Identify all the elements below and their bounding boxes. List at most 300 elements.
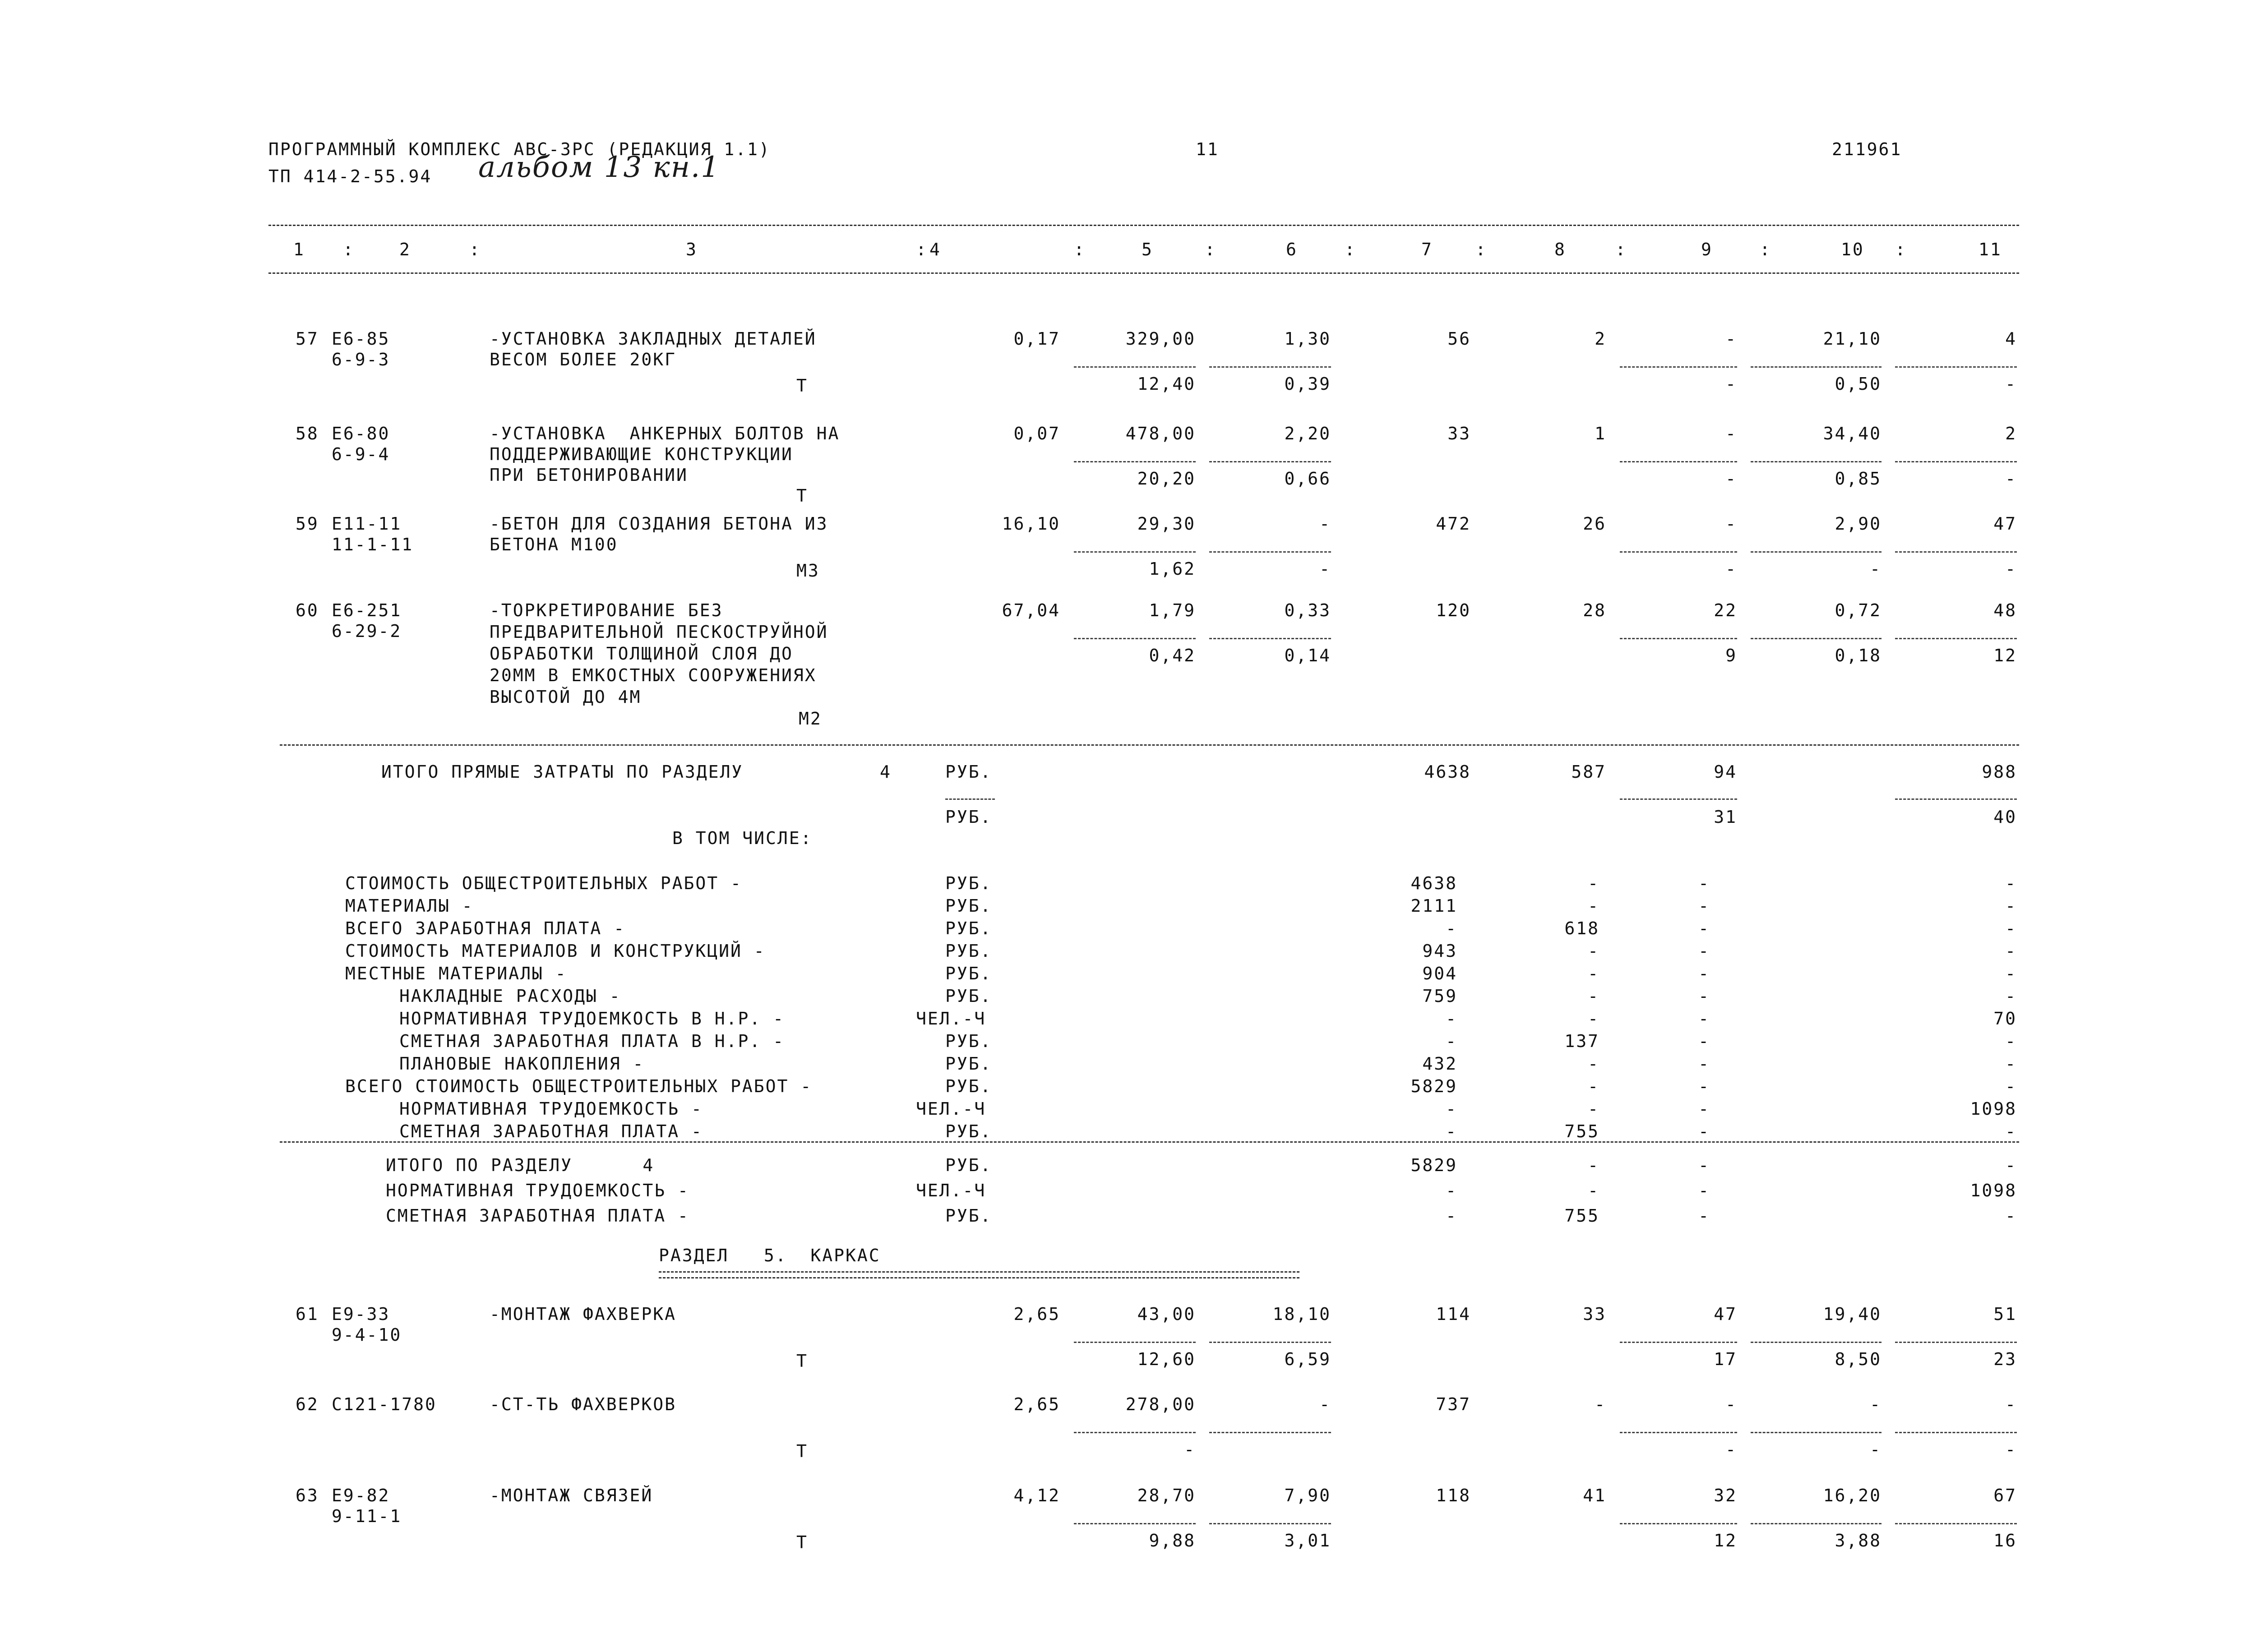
item-description: ВЫСОТОЙ ДО 4М <box>490 687 642 707</box>
breakdown-col11: - <box>2005 986 2017 1006</box>
column-separator: : <box>1615 240 1627 259</box>
column-separator: : <box>1895 240 1907 259</box>
col11-labor-machine: 16 <box>1993 1531 2017 1550</box>
item-code-ref: 9-11-1 <box>332 1506 402 1526</box>
col11-labor-machine: - <box>2005 559 2017 579</box>
breakdown-col9: - <box>1698 964 1710 983</box>
col11-labor-total: 47 <box>1993 514 2017 534</box>
item-unit: Т <box>796 376 808 396</box>
col5-unit-price: 478,00 <box>1125 424 1196 443</box>
col6-machine-wage: - <box>1319 559 1331 579</box>
breakdown-unit: РУБ. <box>945 964 992 983</box>
subtotal-divider <box>1074 461 1196 462</box>
column-separator: : <box>1074 240 1086 259</box>
including-heading: В ТОМ ЧИСЛЕ: <box>672 828 813 848</box>
section-total-col8: - <box>1588 1181 1600 1200</box>
breakdown-label: НОРМАТИВНАЯ ТРУДОЕМКОСТЬ В Н.Р. - <box>399 1009 785 1029</box>
breakdown-col7: 5829 <box>1410 1076 1457 1096</box>
item-number: 59 <box>296 514 319 534</box>
col10-labor-machine: 8,50 <box>1835 1349 1882 1369</box>
total-unit: РУБ. <box>945 762 992 782</box>
breakdown-col8: - <box>1588 1009 1600 1029</box>
item-number: 62 <box>296 1394 319 1414</box>
section-total-col9: - <box>1698 1206 1710 1226</box>
section-total-col11: - <box>2005 1155 2017 1175</box>
total-col9-b: 31 <box>1714 807 1737 827</box>
col6-machine-price: - <box>1319 514 1331 534</box>
col6-machine-price: 0,33 <box>1284 600 1331 620</box>
subtotal-divider <box>1895 1432 2017 1433</box>
total-section-number: 4 <box>880 762 892 782</box>
col5-unit-wage: 0,42 <box>1149 646 1196 665</box>
item-code: Е6-251 <box>332 600 402 620</box>
header-bottom-rule <box>268 272 2019 274</box>
subtotal-divider <box>1209 1523 1331 1524</box>
col11-labor-total: 4 <box>2005 329 2017 349</box>
col11-labor-machine: - <box>2005 469 2017 489</box>
section-total-unit: ЧЕЛ.-Ч <box>916 1181 986 1200</box>
col10-labor-unit: 34,40 <box>1823 424 1882 443</box>
col9-machine-wages: 12 <box>1714 1531 1737 1550</box>
section-heading-underline <box>659 1271 1299 1278</box>
col6-machine-wage: 0,66 <box>1284 469 1331 489</box>
column-separator: : <box>469 240 481 259</box>
breakdown-label: МАТЕРИАЛЫ - <box>345 896 474 916</box>
breakdown-col8: 755 <box>1564 1121 1600 1141</box>
col5-unit-price: 329,00 <box>1125 329 1196 349</box>
item-code-ref: 9-4-10 <box>332 1325 402 1345</box>
subtotal-divider <box>1895 551 2017 553</box>
breakdown-label: СМЕТНАЯ ЗАРАБОТНАЯ ПЛАТА - <box>399 1121 703 1141</box>
breakdown-divider <box>280 1141 2019 1143</box>
breakdown-col7: 4638 <box>1410 873 1457 893</box>
breakdown-unit: РУБ. <box>945 873 992 893</box>
handwritten-note: альбом 13 кн.1 <box>478 151 720 184</box>
item-code-ref: 6-9-3 <box>332 350 390 369</box>
col10-labor-machine: - <box>1870 559 1882 579</box>
breakdown-col9: - <box>1698 1031 1710 1051</box>
item-number: 58 <box>296 424 319 443</box>
section-total-col11: - <box>2005 1206 2017 1226</box>
subtotal-divider <box>1620 1523 1737 1524</box>
section-total-col8: - <box>1588 1155 1600 1175</box>
col8-wages: 2 <box>1595 329 1606 349</box>
column-header-5: 5 <box>1142 240 1153 259</box>
col4-quantity: 16,10 <box>1002 514 1060 534</box>
col9-machines: 22 <box>1714 600 1737 620</box>
col6-machine-price: 2,20 <box>1284 424 1331 443</box>
item-unit: Т <box>796 486 808 506</box>
breakdown-col7: - <box>1446 1031 1457 1051</box>
page-number: 11 <box>1196 139 1219 159</box>
subtotal-divider <box>1620 1432 1737 1433</box>
col10-labor-machine: 0,18 <box>1835 646 1882 665</box>
col4-quantity: 0,07 <box>1013 424 1060 443</box>
col6-machine-wage: 0,14 <box>1284 646 1331 665</box>
section-divider <box>280 744 2019 746</box>
col11-labor-machine: 23 <box>1993 1349 2017 1369</box>
breakdown-col9: - <box>1698 1099 1710 1119</box>
breakdown-col11: - <box>2005 1076 2017 1096</box>
col6-machine-wage: 6,59 <box>1284 1349 1331 1369</box>
subtotal-divider <box>1074 551 1196 553</box>
col9-machines: - <box>1725 329 1737 349</box>
col7-total: 472 <box>1436 514 1471 534</box>
breakdown-label: ВСЕГО ЗАРАБОТНАЯ ПЛАТА - <box>345 918 626 938</box>
breakdown-col11: - <box>2005 896 2017 916</box>
item-description: ВЕСОМ БОЛЕЕ 20КГ <box>490 350 677 369</box>
col9-machine-wages: 17 <box>1714 1349 1737 1369</box>
breakdown-col8: - <box>1588 986 1600 1006</box>
subtotal-divider <box>1895 1342 2017 1343</box>
col7-total: 56 <box>1447 329 1471 349</box>
item-code: Е9-33 <box>332 1304 390 1324</box>
col11-labor-total: 48 <box>1993 600 2017 620</box>
breakdown-unit: РУБ. <box>945 896 992 916</box>
col10-labor-machine: 0,85 <box>1835 469 1882 489</box>
column-separator: : <box>1205 240 1216 259</box>
col8-wages: 26 <box>1583 514 1606 534</box>
breakdown-col11: - <box>2005 1121 2017 1141</box>
breakdown-col7: - <box>1446 1009 1457 1029</box>
col10-labor-unit: 0,72 <box>1835 600 1882 620</box>
subtotal-divider <box>1895 798 2017 800</box>
item-description: -СТ-ТЬ ФАХВЕРКОВ <box>490 1394 677 1414</box>
col11-labor-machine: - <box>2005 1440 2017 1459</box>
subtotal-divider <box>1751 638 1882 639</box>
breakdown-unit: РУБ. <box>945 1121 992 1141</box>
col5-unit-price: 29,30 <box>1137 514 1196 534</box>
item-description: -БЕТОН ДЛЯ СОЗДАНИЯ БЕТОНА ИЗ <box>490 514 828 534</box>
breakdown-col11: 1098 <box>1970 1099 2017 1119</box>
item-description: -УСТАНОВКА АНКЕРНЫХ БОЛТОВ НА <box>490 424 840 443</box>
document-code: 211961 <box>1832 139 1902 159</box>
subtotal-divider <box>1751 1523 1882 1524</box>
col7-total: 120 <box>1436 600 1471 620</box>
col10-labor-unit: 2,90 <box>1835 514 1882 534</box>
col7-total: 118 <box>1436 1486 1471 1505</box>
col6-machine-wage: 3,01 <box>1284 1531 1331 1550</box>
subtotal-divider <box>1209 366 1331 368</box>
col8-wages: 33 <box>1583 1304 1606 1324</box>
col6-machine-price: 7,90 <box>1284 1486 1331 1505</box>
project-code: ТП 414-2-55.94 <box>268 166 432 186</box>
col10-labor-unit: 21,10 <box>1823 329 1882 349</box>
breakdown-col11: - <box>2005 1054 2017 1074</box>
column-separator: : <box>1760 240 1771 259</box>
item-description: -УСТАНОВКА ЗАКЛАДНЫХ ДЕТАЛЕЙ <box>490 329 817 349</box>
col5-unit-price: 43,00 <box>1137 1304 1196 1324</box>
section-total-label: ИТОГО ПО РАЗДЕЛУ 4 <box>386 1155 655 1175</box>
subtotal-divider <box>1620 366 1737 368</box>
section-total-unit: РУБ. <box>945 1206 992 1226</box>
item-code: Е6-85 <box>332 329 390 349</box>
subtotal-divider <box>1620 461 1737 462</box>
subtotal-divider <box>1074 366 1196 368</box>
col9-machine-wages: 9 <box>1725 646 1737 665</box>
column-header-11: 11 <box>1979 240 2002 259</box>
col10-labor-machine: 3,88 <box>1835 1531 1882 1550</box>
section-total-col9: - <box>1698 1181 1710 1200</box>
breakdown-label: ПЛАНОВЫЕ НАКОПЛЕНИЯ - <box>399 1054 645 1074</box>
col7-total: 33 <box>1447 424 1471 443</box>
section-total-unit: РУБ. <box>945 1155 992 1175</box>
section-total-label: НОРМАТИВНАЯ ТРУДОЕМКОСТЬ - <box>386 1181 689 1200</box>
item-number: 63 <box>296 1486 319 1505</box>
col8-wages: - <box>1595 1394 1606 1414</box>
item-description: ОБРАБОТКИ ТОЛЩИНОЙ СЛОЯ ДО <box>490 644 793 664</box>
item-description: ПРЕДВАРИТЕЛЬНОЙ ПЕСКОСТРУЙНОЙ <box>490 622 828 642</box>
col11-labor-total: - <box>2005 1394 2017 1414</box>
col4-quantity: 67,04 <box>1002 600 1060 620</box>
col9-machine-wages: - <box>1725 469 1737 489</box>
column-separator: : <box>343 240 355 259</box>
section-total-col8: 755 <box>1564 1206 1600 1226</box>
col5-unit-price: 28,70 <box>1137 1486 1196 1505</box>
breakdown-col11: - <box>2005 964 2017 983</box>
col5-unit-price: 1,79 <box>1149 600 1196 620</box>
col9-machines: - <box>1725 514 1737 534</box>
col5-unit-price: 278,00 <box>1125 1394 1196 1414</box>
item-description: -МОНТАЖ ФАХВЕРКА <box>490 1304 677 1324</box>
breakdown-unit: РУБ. <box>945 1076 992 1096</box>
section-total-col11: 1098 <box>1970 1181 2017 1200</box>
col11-labor-machine: - <box>2005 374 2017 394</box>
subtotal-divider <box>1751 1432 1882 1433</box>
column-header-2: 2 <box>399 240 411 259</box>
section-total-label: СМЕТНАЯ ЗАРАБОТНАЯ ПЛАТА - <box>386 1206 689 1226</box>
col6-machine-wage: 0,39 <box>1284 374 1331 394</box>
item-number: 60 <box>296 600 319 620</box>
subtotal-divider <box>945 798 995 800</box>
column-separator: : <box>1345 240 1356 259</box>
item-code-ref: 6-9-4 <box>332 444 390 464</box>
total-col11: 988 <box>1982 762 2017 782</box>
total-col7: 4638 <box>1424 762 1471 782</box>
col10-labor-unit: 16,20 <box>1823 1486 1882 1505</box>
total-unit: РУБ. <box>945 807 992 827</box>
item-unit: Т <box>796 1351 808 1371</box>
breakdown-col7: 2111 <box>1410 896 1457 916</box>
item-unit: М3 <box>796 561 820 581</box>
subtotal-divider <box>1209 551 1331 553</box>
total-col9: 94 <box>1714 762 1737 782</box>
column-separator: : <box>916 240 928 259</box>
subtotal-divider <box>1751 461 1882 462</box>
subtotal-divider <box>1074 638 1196 639</box>
item-code: Е6-80 <box>332 424 390 443</box>
column-header-6: 6 <box>1286 240 1298 259</box>
item-code: С121-1780 <box>332 1394 437 1414</box>
col4-quantity: 2,65 <box>1013 1304 1060 1324</box>
breakdown-unit: РУБ. <box>945 918 992 938</box>
item-unit: М2 <box>799 709 822 729</box>
breakdown-col9: - <box>1698 1121 1710 1141</box>
breakdown-col9: - <box>1698 1009 1710 1029</box>
col7-total: 114 <box>1436 1304 1471 1324</box>
breakdown-unit: ЧЕЛ.-Ч <box>916 1099 986 1119</box>
col10-labor-unit: - <box>1870 1394 1882 1414</box>
section-total-col9: - <box>1698 1155 1710 1175</box>
col11-labor-total: 2 <box>2005 424 2017 443</box>
col9-machine-wages: - <box>1725 1440 1737 1459</box>
subtotal-divider <box>1895 461 2017 462</box>
col8-wages: 41 <box>1583 1486 1606 1505</box>
col9-machines: 47 <box>1714 1304 1737 1324</box>
breakdown-unit: РУБ. <box>945 1054 992 1074</box>
breakdown-col7: - <box>1446 1121 1457 1141</box>
breakdown-col9: - <box>1698 1076 1710 1096</box>
breakdown-col8: - <box>1588 1054 1600 1074</box>
col9-machines: - <box>1725 1394 1737 1414</box>
col8-wages: 28 <box>1583 600 1606 620</box>
col5-unit-wage: 1,62 <box>1149 559 1196 579</box>
subtotal-divider <box>1751 551 1882 553</box>
subtotal-divider <box>1751 1342 1882 1343</box>
subtotal-divider <box>1895 638 2017 639</box>
breakdown-label: ВСЕГО СТОИМОСТЬ ОБЩЕСТРОИТЕЛЬНЫХ РАБОТ - <box>345 1076 813 1096</box>
subtotal-divider <box>1074 1432 1196 1433</box>
column-header-4: 4 <box>929 240 941 259</box>
breakdown-label: НОРМАТИВНАЯ ТРУДОЕМКОСТЬ - <box>399 1099 703 1119</box>
col5-unit-wage: 12,60 <box>1137 1349 1196 1369</box>
col10-labor-machine: - <box>1870 1440 1882 1459</box>
col4-quantity: 4,12 <box>1013 1486 1060 1505</box>
col9-machine-wages: - <box>1725 374 1737 394</box>
col6-machine-price: 1,30 <box>1284 329 1331 349</box>
col5-unit-wage: 12,40 <box>1137 374 1196 394</box>
item-description: ПРИ БЕТОНИРОВАНИИ <box>490 465 688 485</box>
breakdown-col11: - <box>2005 1031 2017 1051</box>
col5-unit-wage: - <box>1184 1440 1196 1459</box>
breakdown-col11: - <box>2005 873 2017 893</box>
subtotal-divider <box>1209 1342 1331 1343</box>
column-header-10: 10 <box>1841 240 1864 259</box>
col9-machine-wages: - <box>1725 559 1737 579</box>
column-header-7: 7 <box>1421 240 1433 259</box>
col9-machines: - <box>1725 424 1737 443</box>
col7-total: 737 <box>1436 1394 1471 1414</box>
breakdown-col7: 759 <box>1422 986 1457 1006</box>
breakdown-col7: - <box>1446 1099 1457 1119</box>
header-top-rule <box>268 225 2019 226</box>
subtotal-divider <box>1209 1432 1331 1433</box>
column-header-1: 1 <box>293 240 305 259</box>
breakdown-col7: 904 <box>1422 964 1457 983</box>
breakdown-col7: - <box>1446 918 1457 938</box>
subtotal-divider <box>1209 461 1331 462</box>
breakdown-col8: - <box>1588 873 1600 893</box>
column-header-9: 9 <box>1701 240 1713 259</box>
breakdown-col8: - <box>1588 1099 1600 1119</box>
breakdown-label: НАКЛАДНЫЕ РАСХОДЫ - <box>399 986 621 1006</box>
col5-unit-wage: 9,88 <box>1149 1531 1196 1550</box>
col8-wages: 1 <box>1595 424 1606 443</box>
section-total-col7: - <box>1446 1206 1457 1226</box>
breakdown-label: МЕСТНЫЕ МАТЕРИАЛЫ - <box>345 964 567 983</box>
item-description: 20ММ В ЕМКОСТНЫХ СООРУЖЕНИЯХ <box>490 665 817 685</box>
item-unit: Т <box>796 1441 808 1461</box>
breakdown-col9: - <box>1698 873 1710 893</box>
col6-machine-price: - <box>1319 1394 1331 1414</box>
program-title: ПРОГРАММНЫЙ КОМПЛЕКС АВС-3РС (РЕДАКЦИЯ 1.1) <box>268 139 771 159</box>
breakdown-label: СТОИМОСТЬ МАТЕРИАЛОВ И КОНСТРУКЦИЙ - <box>345 941 766 961</box>
total-label: ИТОГО ПРЯМЫЕ ЗАТРАТЫ ПО РАЗДЕЛУ <box>381 762 744 782</box>
breakdown-label: СМЕТНАЯ ЗАРАБОТНАЯ ПЛАТА В Н.Р. - <box>399 1031 785 1051</box>
col11-labor-machine: 12 <box>1993 646 2017 665</box>
item-description: БЕТОНА М100 <box>490 535 618 554</box>
col10-labor-unit: 19,40 <box>1823 1304 1882 1324</box>
col10-labor-machine: 0,50 <box>1835 374 1882 394</box>
breakdown-col11: 70 <box>1993 1009 2017 1029</box>
item-description: ПОДДЕРЖИВАЮЩИЕ КОНСТРУКЦИИ <box>490 444 793 464</box>
breakdown-col9: - <box>1698 896 1710 916</box>
item-code-ref: 11-1-11 <box>332 535 414 554</box>
item-code-ref: 6-29-2 <box>332 621 402 641</box>
breakdown-col7: 432 <box>1422 1054 1457 1074</box>
item-description: -ТОРКРЕТИРОВАНИЕ БЕЗ <box>490 600 723 620</box>
total-col11-b: 40 <box>1993 807 2017 827</box>
item-description: -МОНТАЖ СВЯЗЕЙ <box>490 1486 653 1505</box>
total-col8: 587 <box>1571 762 1606 782</box>
breakdown-unit: РУБ. <box>945 1031 992 1051</box>
col6-machine-price: 18,10 <box>1272 1304 1331 1324</box>
subtotal-divider <box>1074 1523 1196 1524</box>
subtotal-divider <box>1074 1342 1196 1343</box>
col4-quantity: 2,65 <box>1013 1394 1060 1414</box>
section-total-col7: - <box>1446 1181 1457 1200</box>
col9-machines: 32 <box>1714 1486 1737 1505</box>
col11-labor-total: 67 <box>1993 1486 2017 1505</box>
breakdown-col11: - <box>2005 941 2017 961</box>
item-code: Е11-11 <box>332 514 402 534</box>
breakdown-col9: - <box>1698 986 1710 1006</box>
col11-labor-total: 51 <box>1993 1304 2017 1324</box>
breakdown-col11: - <box>2005 918 2017 938</box>
subtotal-divider <box>1895 366 2017 368</box>
column-header-3: 3 <box>686 240 698 259</box>
breakdown-col8: - <box>1588 896 1600 916</box>
breakdown-col7: 943 <box>1422 941 1457 961</box>
breakdown-unit: РУБ. <box>945 986 992 1006</box>
breakdown-col8: 618 <box>1564 918 1600 938</box>
breakdown-col8: 137 <box>1564 1031 1600 1051</box>
item-number: 57 <box>296 329 319 349</box>
subtotal-divider <box>1620 1342 1737 1343</box>
column-separator: : <box>1475 240 1487 259</box>
breakdown-col9: - <box>1698 918 1710 938</box>
column-header-8: 8 <box>1554 240 1566 259</box>
subtotal-divider <box>1620 798 1737 800</box>
col5-unit-wage: 20,20 <box>1137 469 1196 489</box>
item-unit: Т <box>796 1532 808 1552</box>
item-number: 61 <box>296 1304 319 1324</box>
item-code: Е9-82 <box>332 1486 390 1505</box>
col4-quantity: 0,17 <box>1013 329 1060 349</box>
subtotal-divider <box>1895 1523 2017 1524</box>
section-heading: РАЗДЕЛ 5. КАРКАС <box>659 1246 881 1265</box>
breakdown-col8: - <box>1588 941 1600 961</box>
subtotal-divider <box>1620 551 1737 553</box>
breakdown-label: СТОИМОСТЬ ОБЩЕСТРОИТЕЛЬНЫХ РАБОТ - <box>345 873 742 893</box>
subtotal-divider <box>1751 366 1882 368</box>
breakdown-col8: - <box>1588 964 1600 983</box>
breakdown-col8: - <box>1588 1076 1600 1096</box>
subtotal-divider <box>1620 638 1737 639</box>
breakdown-unit: РУБ. <box>945 941 992 961</box>
breakdown-col9: - <box>1698 941 1710 961</box>
subtotal-divider <box>1209 638 1331 639</box>
